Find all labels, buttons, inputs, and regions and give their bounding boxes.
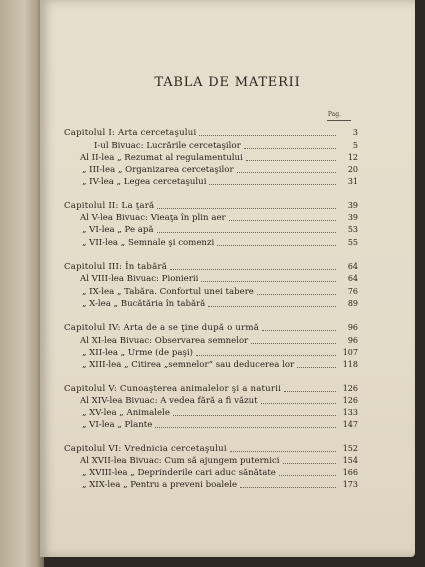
toc-page-number: 76 bbox=[347, 287, 358, 296]
toc-entry-title: Al XI-lea Bivuac: Observarea semnelor bbox=[80, 336, 249, 346]
dot-leader bbox=[262, 330, 336, 331]
dot-leader bbox=[199, 135, 336, 136]
dot-leader bbox=[173, 415, 336, 416]
dot-leader bbox=[261, 403, 336, 404]
toc-page-number: 20 bbox=[347, 165, 358, 174]
toc-entry-title: Capitolul VI: Vrednicia cercetaşului bbox=[64, 444, 227, 454]
toc-entry-title: Al XVII-lea Bivuac: Cum să ajungem puternici bbox=[80, 456, 280, 466]
toc-page-number: 3 bbox=[352, 128, 358, 137]
toc-entry-title: I-ul Bivuac: Lucrările cercetaşilor bbox=[94, 141, 241, 151]
dot-leader bbox=[155, 427, 336, 428]
toc-page-number: 64 bbox=[347, 274, 358, 283]
toc-page-number: 5 bbox=[352, 141, 358, 150]
dot-leader bbox=[283, 463, 336, 464]
dot-leader bbox=[240, 487, 336, 488]
toc-entry-title: Al XIV-lea Bivuac: A vedea fără a fi văzut bbox=[80, 396, 258, 406]
dot-leader bbox=[244, 148, 336, 149]
toc-page-number: 118 bbox=[342, 360, 358, 369]
toc-page-number: 53 bbox=[347, 225, 358, 234]
dot-leader bbox=[257, 294, 336, 295]
toc-page-number: 55 bbox=[347, 238, 358, 247]
toc-entry-title: „ XIII-lea „ Citirea „semnelor” sau deducerea lor bbox=[82, 360, 295, 370]
toc-entry-title: „ IX-lea „ Tabăra. Confortul unei tabere bbox=[82, 287, 254, 297]
toc-entry-title: Capitolul II: La ţară bbox=[64, 201, 155, 211]
toc-page-number: 147 bbox=[342, 420, 358, 429]
toc-page-number: 166 bbox=[342, 468, 358, 477]
dot-leader bbox=[230, 451, 336, 452]
dot-leader bbox=[279, 475, 336, 476]
toc-entry-title: „ VII-lea „ Semnale şi comenzi bbox=[82, 238, 215, 248]
dot-leader bbox=[297, 367, 336, 368]
toc-entry-title: „ X-lea „ Bucătăria în tabără bbox=[82, 299, 206, 309]
dot-leader bbox=[157, 208, 336, 209]
toc-page-number: 96 bbox=[347, 323, 358, 332]
toc-page-number: 152 bbox=[342, 444, 358, 453]
dot-leader bbox=[208, 306, 336, 307]
toc-page-number: 107 bbox=[342, 348, 358, 357]
dot-leader bbox=[237, 172, 336, 173]
toc-entry-title: „ XV-lea „ Animalele bbox=[82, 408, 170, 418]
toc-entry-title: „ IV-lea „ Legea cercetaşului bbox=[82, 177, 207, 187]
dot-leader bbox=[217, 245, 336, 246]
toc-entry-title: Al V-lea Bivuac: Vieaţa în plin aer bbox=[80, 213, 226, 223]
dot-leader bbox=[284, 391, 336, 392]
toc-entry-title: Al VIII-lea Bivuac: Pionierii bbox=[80, 274, 199, 284]
toc-page-number: 89 bbox=[347, 299, 358, 308]
toc-page-number: 154 bbox=[342, 456, 358, 465]
toc-page-number: 133 bbox=[342, 408, 358, 417]
dot-leader bbox=[209, 184, 336, 185]
toc-entry-title: „ XII-lea „ Urme (de paşi) bbox=[82, 348, 193, 358]
dot-leader bbox=[201, 281, 336, 282]
toc-page-number: 64 bbox=[347, 262, 358, 271]
dot-leader bbox=[251, 343, 336, 344]
toc-entry-title: „ XVIII-lea „ Deprinderile cari aduc sănătate bbox=[82, 468, 276, 478]
dot-leader bbox=[229, 220, 336, 221]
page-title: TABLA DE MATERII bbox=[154, 75, 301, 90]
dot-leader bbox=[157, 232, 336, 233]
toc-page-number: 173 bbox=[342, 480, 358, 489]
toc-entry-title: Capitolul III: În tabără bbox=[64, 262, 168, 272]
toc-entry-title: „ VI-lea „ Plante bbox=[82, 420, 153, 430]
page-column-label: Pag. bbox=[327, 111, 341, 118]
toc-entry-title: Capitolul I: Arta cercetaşului bbox=[64, 128, 197, 138]
toc-page-number: 39 bbox=[347, 201, 358, 210]
toc-entry-title: Capitolul IV: Arta de a se ţine după o urmă bbox=[64, 323, 260, 333]
toc-page-number: 126 bbox=[342, 384, 358, 393]
dot-leader bbox=[170, 269, 336, 270]
page-column-rule bbox=[327, 120, 351, 121]
facing-page-edge bbox=[0, 0, 44, 567]
toc-page-number: 96 bbox=[347, 336, 358, 345]
toc-page-number: 39 bbox=[347, 213, 358, 222]
toc-entry-title: „ VI-lea „ Pe apă bbox=[82, 225, 154, 235]
dot-leader bbox=[246, 160, 336, 161]
toc-entry-title: Al II-lea „ Rezumat al regulamentului bbox=[80, 153, 243, 163]
toc-page-number: 126 bbox=[342, 396, 358, 405]
toc-entry-title: „ III-lea „ Organizarea cercetaşilor bbox=[82, 165, 234, 175]
toc-entry-title: Capitolul V: Cunoaşterea animalelor şi a naturii bbox=[64, 384, 282, 394]
toc-page-number: 12 bbox=[347, 153, 358, 162]
toc-entry-title: „ XIX-lea „ Pentru a preveni boalele bbox=[82, 480, 238, 490]
dot-leader bbox=[196, 355, 336, 356]
toc-page-number: 31 bbox=[347, 177, 358, 186]
